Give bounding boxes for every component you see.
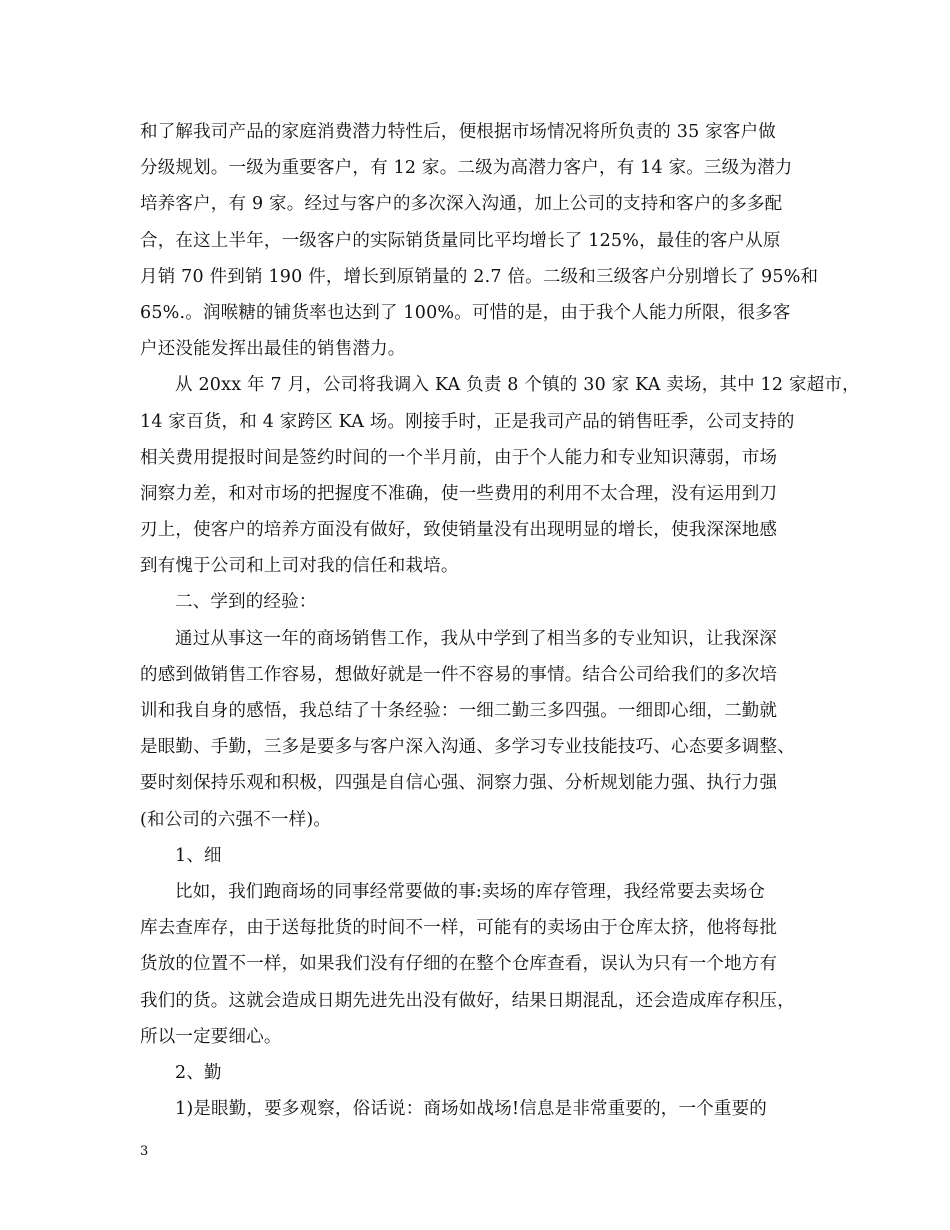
text-line: 刃上，使客户的培养方面没有做好，致使销量没有出现明显的增长，使我深深地感 [140,520,778,541]
text-line: 14 家百货，和 4 家跨区 KA 场。刚接手时，正是我司产品的销售旺季，公司支持的 [140,411,795,432]
text-line: 比如，我们跑商场的同事经常要做的事:卖场的库存管理，我经常要去卖场仓 [175,881,766,902]
text-line: 库去查库存，由于送每批货的时间不一样，可能有的卖场由于仓库太挤，他将每批 [140,918,778,939]
text-line: 通过从事这一年的商场销售工作，我从中学到了相当多的专业知识，让我深深 [175,628,777,649]
text-line: 我们的货。这就会造成日期先进先出没有做好，结果日期混乱，还会造成库存积压， [140,990,795,1011]
text-line: 二、学到的经验： [175,592,317,613]
text-line: 月销 70 件到销 190 件，增长到原销量的 2.7 倍。二级和三级客户分别增长了 95%和 [140,266,819,287]
text-line: (和公司的六强不一样)。 [140,809,332,830]
text-line: 合，在这上半年，一级客户的实际销货量同比平均增长了 125%，最佳的客户从原 [140,230,781,251]
page-number: 3 [140,1144,149,1159]
text-line: 所以一定要细心。 [140,1026,282,1047]
text-line: 2、勤 [175,1062,222,1083]
text-line: 户还没能发挥出最佳的销售潜力。 [140,339,406,360]
text-line: 1、细 [175,845,222,866]
text-line: 货放的位置不一样，如果我们没有仔细的在整个仓库查看，误认为只有一个地方有 [140,954,778,975]
text-line: 的感到做销售工作容易，想做好就是一件不容易的事情。结合公司给我们的多次培 [140,664,778,685]
document-body [140,114,860,1127]
text-line: 洞察力差，和对市场的把握度不准确，使一些费用的利用不太合理，没有运用到刀 [140,483,778,504]
text-line: 相关费用提报时间是签约时间的一个半月前，由于个人能力和专业知识薄弱，市场 [140,447,778,468]
text-line: 要时刻保持乐观和积极，四强是自信心强、洞察力强、分析规划能力强、执行力强 [140,773,778,794]
text-line: 训和我自身的感悟，我总结了十条经验：一细二勤三多四强。一细即心细，二勤就 [140,701,778,721]
text-line: 65%.。润喉糖的铺货率也达到了 100%。可惜的是，由于我个人能力所限，很多客 [140,302,791,323]
text-line: 1)是眼勤，要多观察，俗话说：商场如战场!信息是非常重要的，一个重要的 [175,1099,767,1120]
text-line: 从 20xx 年 7 月，公司将我调入 KA 负责 8 个镇的 30 家 KA 卖场，其中 12 家超市， [175,375,860,396]
text-line: 培养客户，有 9 家。经过与客户的多次深入沟通，加上公司的支持和客户的多多配 [140,194,783,215]
text-line: 到有愧于公司和上司对我的信任和栽培。 [140,556,459,577]
text-line: 和了解我司产品的家庭消费潜力特性后，便根据市场情况将所负责的 35 家客户做 [140,122,776,142]
text-line: 是眼勤、手勤，三多是要多与客户深入沟通、多学习专业技能技巧、心态要多调整、 [140,737,795,758]
text-line: 分级规划。一级为重要客户，有 12 家。二级为高潜力客户，有 14 家。三级为潜力 [140,158,793,179]
